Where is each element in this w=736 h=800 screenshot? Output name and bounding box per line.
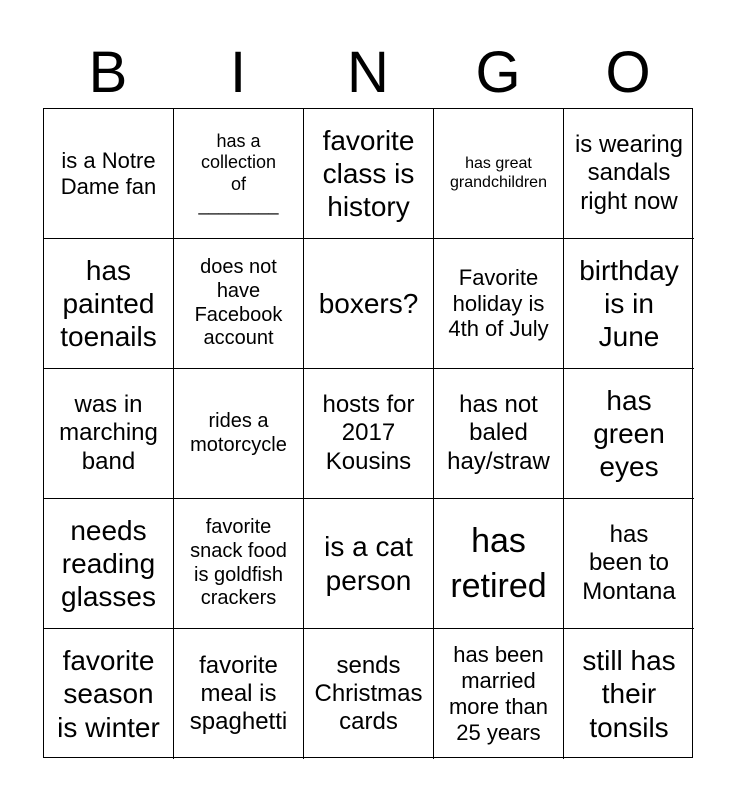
bingo-cell[interactable]: [434, 629, 564, 759]
cell-text: needs reading glasses: [61, 514, 156, 613]
header-letter-b: B: [88, 40, 128, 105]
bingo-cell[interactable]: [564, 239, 694, 369]
cell-text: is wearing sandals right now: [574, 131, 684, 215]
cell-text: boxers?: [318, 287, 419, 319]
cell-text: Favorite holiday is 4th of July: [448, 264, 549, 342]
bingo-cell[interactable]: [44, 499, 174, 629]
bingo-cell[interactable]: [174, 629, 304, 759]
cell-text: does not have Facebook account: [194, 256, 283, 350]
bingo-cell[interactable]: [174, 369, 304, 499]
bingo-grid: [43, 108, 693, 758]
bingo-cell[interactable]: [44, 369, 174, 499]
bingo-cell[interactable]: [304, 629, 434, 759]
cell-text: birthday is in June: [579, 254, 679, 353]
bingo-cell[interactable]: [564, 499, 694, 629]
header-letter-o: O: [605, 40, 651, 105]
bingo-cell[interactable]: [434, 369, 564, 499]
cell-text: rides a motorcycle: [190, 409, 287, 456]
cell-text: sends Christmas cards: [314, 651, 423, 736]
cell-text: has great grandchildren: [450, 154, 547, 191]
bingo-cell[interactable]: [434, 239, 564, 369]
header-letter-g: G: [475, 40, 521, 105]
cell-text: has been married more than 25 years: [448, 642, 549, 745]
cell-text: has a collection of ________: [198, 131, 279, 215]
cell-text: is a Notre Dame fan: [60, 147, 157, 199]
bingo-cell[interactable]: [174, 239, 304, 369]
cell-text: hosts for 2017 Kousins: [322, 391, 415, 475]
header-letter-i: I: [229, 40, 247, 105]
cell-text: favorite meal is spaghetti: [189, 651, 288, 736]
cell-text: still has their tonsils: [582, 645, 676, 743]
bingo-cell[interactable]: [434, 109, 564, 239]
bingo-cell[interactable]: [304, 109, 434, 239]
cell-text: has green eyes: [593, 384, 665, 483]
bingo-cell[interactable]: [304, 369, 434, 499]
cell-text: has painted toenails: [60, 254, 157, 353]
cell-text: has retired: [450, 522, 547, 605]
cell-text: has been to Montana: [582, 521, 676, 605]
bingo-cell[interactable]: [564, 369, 694, 499]
bingo-header: [43, 38, 693, 108]
bingo-cell[interactable]: [174, 109, 304, 239]
header-letter-n: N: [347, 40, 389, 105]
cell-text: favorite class is history: [322, 124, 415, 223]
bingo-cell[interactable]: [44, 109, 174, 239]
bingo-cell[interactable]: [434, 499, 564, 629]
bingo-cell[interactable]: [44, 239, 174, 369]
bingo-cell[interactable]: [304, 239, 434, 369]
cell-text: favorite snack food is goldfish crackers: [190, 516, 287, 610]
cell-text: has not baled hay/straw: [447, 391, 550, 475]
bingo-cell[interactable]: [44, 629, 174, 759]
cell-text: was in marching band: [59, 391, 158, 475]
cell-text: is a cat person: [324, 531, 413, 596]
cell-text: favorite season is winter: [57, 645, 160, 743]
bingo-cell[interactable]: [564, 629, 694, 759]
bingo-cell[interactable]: [564, 109, 694, 239]
bingo-cell[interactable]: [174, 499, 304, 629]
bingo-cell[interactable]: [304, 499, 434, 629]
